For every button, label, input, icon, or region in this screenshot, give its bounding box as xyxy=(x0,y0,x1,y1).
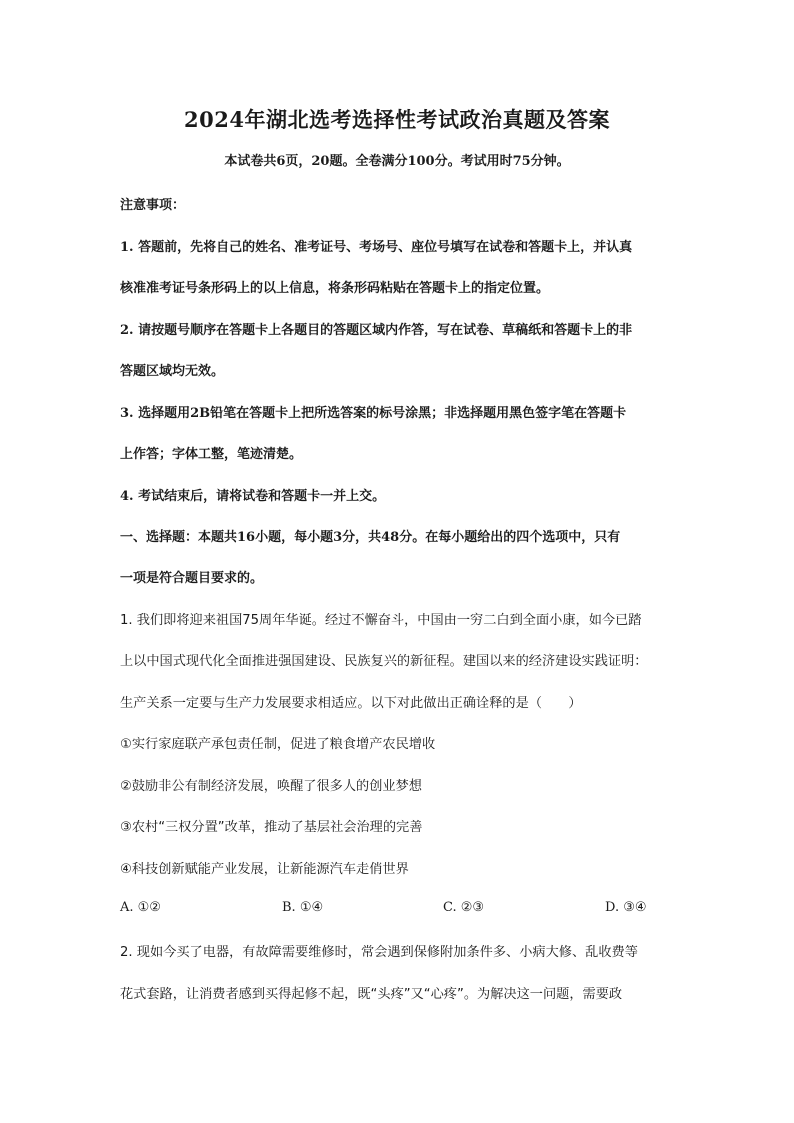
question-1-item: ①实行家庭联产承包责任制，促进了粮食增产农民增收 xyxy=(120,737,436,752)
question-1-stem-line: 上以中国式现代化全面推进强国建设、民族复兴的新征程。建国以来的经济建设实践证明： xyxy=(120,654,648,669)
question-1-option-a: A. ①② xyxy=(120,900,161,915)
notice-line: 答题区域均无效。 xyxy=(120,364,225,379)
document-subtitle: 本试卷共6页，20题。全卷满分100分。考试用时75分钟。 xyxy=(224,154,570,169)
question-2-stem-line: 2. 现如今买了电器，有故障需要维修时，常会遇到保修附加条件多、小病大修、乱收费等 xyxy=(120,945,638,960)
notice-line: 上作答；字体工整，笔迹清楚。 xyxy=(120,447,303,462)
document-title: 2024年湖北选考选择性考试政治真题及答案 xyxy=(184,107,610,132)
question-1-item: ④科技创新赋能产业发展，让新能源汽车走俏世界 xyxy=(120,862,409,877)
notice-line: 3. 选择题用2B铅笔在答题卡上把所选答案的标号涂黑；非选择题用黑色签字笔在答题卡 xyxy=(120,406,627,421)
question-1-option-d: D. ③④ xyxy=(605,900,647,915)
question-1-stem-line: 1. 我们即将迎来祖国75周年华诞。经过不懈奋斗，中国由一穷二白到全面小康，如今已踏 xyxy=(120,613,642,628)
question-1-item: ③农村“三权分置”改革，推动了基层社会治理的完善 xyxy=(120,820,423,835)
question-2-stem-line: 花式套路，让消费者感到买得起修不起，既“头疼”又“心疼”。为解决这一问题，需要政 xyxy=(120,987,623,1002)
notice-line: 4. 考试结束后，请将试卷和答题卡一并上交。 xyxy=(120,489,386,504)
question-1-item: ②鼓励非公有制经济发展，唤醒了很多人的创业梦想 xyxy=(120,779,422,794)
question-1-option-c: C. ②③ xyxy=(443,900,485,915)
notice-line: 核准准考证号条形码上的以上信息，将条形码粘贴在答题卡上的指定位置。 xyxy=(120,281,550,296)
notice-heading: 注意事项： xyxy=(120,198,186,213)
question-1-stem-line: 生产关系一定要与生产力发展要求相适应。以下对此做出正确诠释的是（ ） xyxy=(120,696,582,711)
notice-line: 2. 请按题号顺序在答题卡上各题目的答题区域内作答，写在试卷、草稿纸和答题卡上的非 xyxy=(120,323,633,338)
section-heading-line: 一项是符合题目要求的。 xyxy=(120,571,264,586)
section-heading-line: 一、选择题：本题共16小题，每小题3分，共48分。在每小题给出的四个选项中，只有 xyxy=(120,530,621,545)
notice-line: 1. 答题前，先将自己的姓名、准考证号、考场号、座位号填写在试卷和答题卡上，并认真 xyxy=(120,240,633,255)
question-1-option-b: B. ①④ xyxy=(282,900,324,915)
